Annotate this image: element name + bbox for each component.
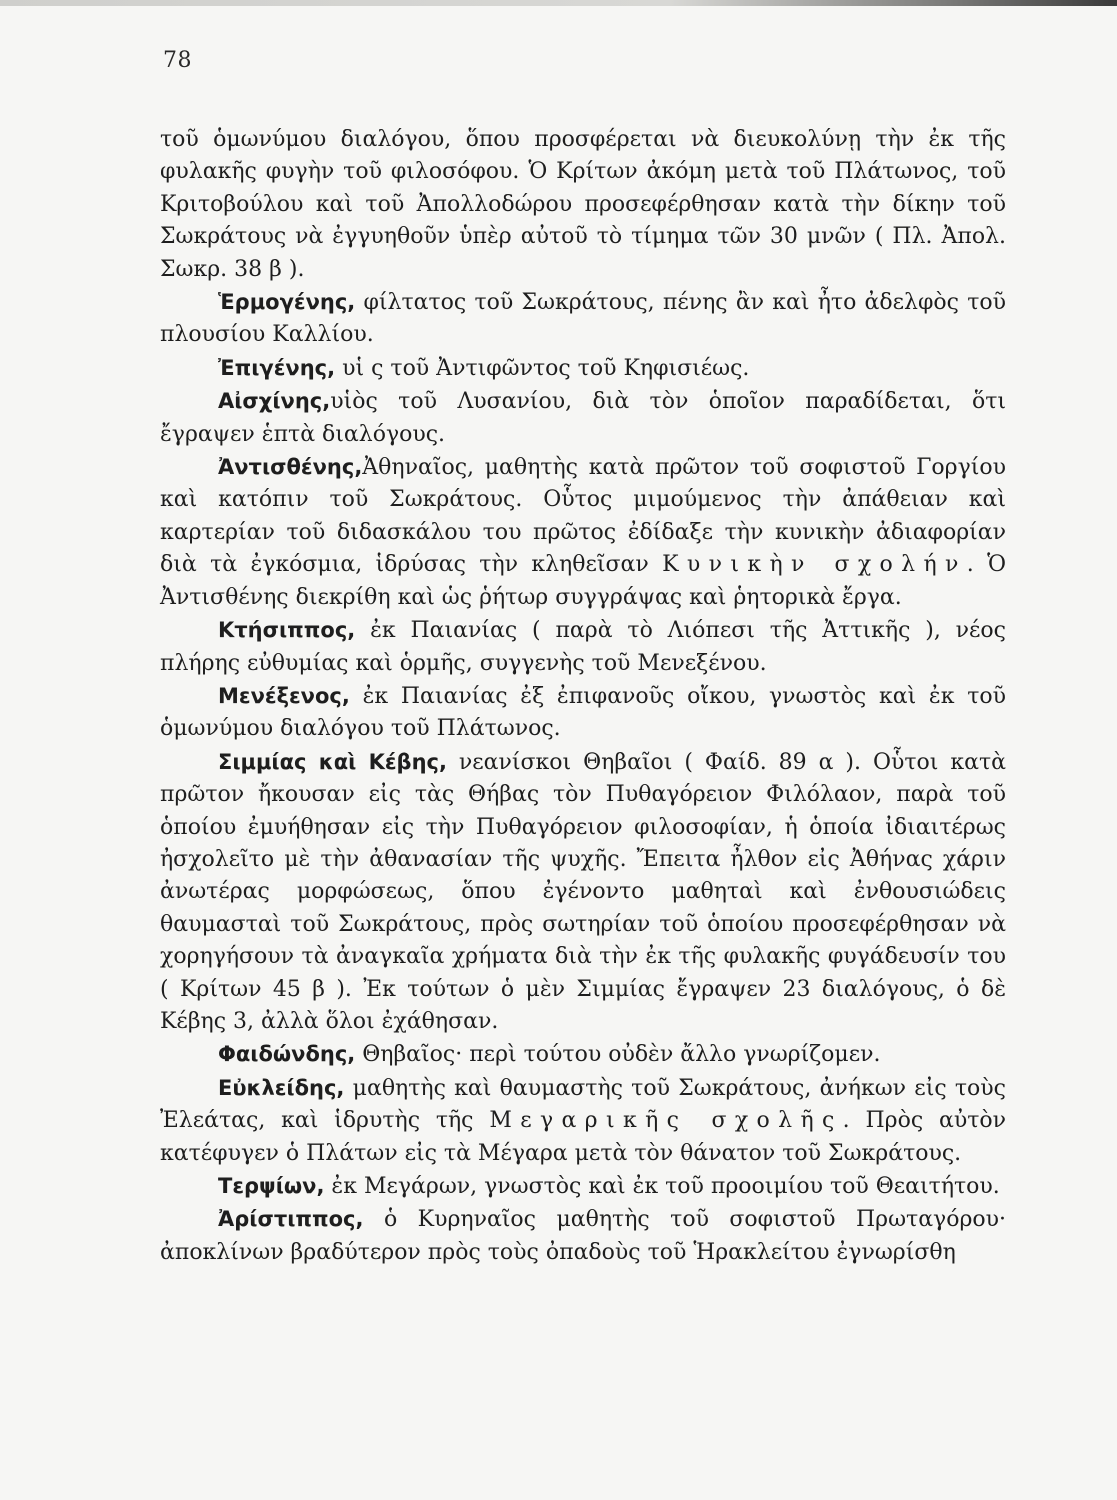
- page-number: 78: [163, 48, 192, 73]
- entry-text: Θηβαῖος· περὶ τούτου οὐδὲν ἄλλο γνωρίζομεν.: [355, 1042, 881, 1068]
- entry-name: Ἑρμογένης,: [218, 290, 356, 315]
- entry-name: Ἀρίστιππος,: [218, 1207, 364, 1232]
- entry-text-after: . Ὁ Ἀντισθένης διεκρίθη καὶ ὡς ῥήτωρ συγγράψας καὶ ῥητορικὰ ἔργα.: [160, 552, 1006, 610]
- entry-name: Τερψίων,: [218, 1174, 325, 1198]
- entry-antisthenes: [160, 451, 1006, 614]
- entry-phaedondes: [160, 1038, 1006, 1071]
- entry-name: Ἐπιγένης,: [218, 355, 336, 380]
- entry-text: Ἀθηναῖος, μαθητὴς κατὰ πρῶτον τοῦ σοφιστοῦ Γοργίου καὶ κατόπιν τοῦ Σωκράτους. Οὗτος μιμούμενος τὴν ἀπάθειαν καὶ καρτερίαν τοῦ διδασκάλου του πρῶτος ἐδίδαξε τὴν κυνικὴν ἀδιαφορίαν διὰ τὰ ἐγκόσμια, ἱδρύσας τὴν κληθεῖσαν: [160, 455, 1006, 578]
- entry-menexenus: [160, 680, 1006, 746]
- entry-text-after: . Πρὸς αὐτὸν κατέφυγεν ὁ Πλάτων εἰς τὰ Μέγαρα μετὰ τὸν θάνατον τοῦ Σωκράτους.: [160, 1108, 1006, 1166]
- entry-text: φίλτατος τοῦ Σωκράτους, πένης ἂν καὶ ἦτο ἀδελφὸς τοῦ πλουσίου Καλλίου.: [160, 290, 1006, 348]
- entry-aristippus: [160, 1203, 1006, 1269]
- entry-simmias-cebes: [160, 746, 1006, 1039]
- entry-euclides: [160, 1072, 1006, 1170]
- entry-aeschines: [160, 385, 1006, 451]
- entry-text: ἐκ Μεγάρων, γνωστὸς καὶ ἐκ τοῦ προοιμίου τοῦ Θεαιτήτου.: [324, 1174, 1000, 1199]
- entry-name: Μενέξενος,: [218, 683, 350, 708]
- entry-epigenes: [160, 352, 1006, 385]
- entry-name: Σιμμίας καὶ Κέβης,: [218, 749, 447, 774]
- entry-name: Εὐκλείδης,: [218, 1075, 345, 1100]
- entry-name: Κτήσιππος,: [218, 618, 356, 643]
- entry-name: Αἰσχίνης,: [218, 389, 331, 414]
- entry-spaced-term: Κυνικὴν σχολήν: [662, 552, 967, 578]
- entry-terpsion: [160, 1170, 1006, 1203]
- body-text: [160, 124, 1006, 1269]
- entry-text: ἐκ Παιανίας ( παρὰ τὸ Λιόπεσι τῆς Ἀττικῆς ), νέος πλήρης εὐθυμίας καὶ ὁρμῆς, συγγενὴς τοῦ Μενεξένου.: [160, 618, 1006, 676]
- entry-text: ὁ Κυρηναῖος μαθητὴς τοῦ σοφιστοῦ Πρωταγόρου· ἀποκλίνων βραδύτερον πρὸς τοὺς ὀπαδοὺς τοῦ Ἡρακλείτου ἐγνωρίσθη: [160, 1207, 1006, 1265]
- entry-hermogenes: [160, 286, 1006, 352]
- entry-text: νεανίσκοι Θηβαῖοι ( Φαίδ. 89 α ). Οὗτοι κατὰ πρῶτον ἤκουσαν εἰς τὰς Θήβας τὸν Πυθαγόρειον Φιλόλαον, παρὰ τοῦ ὁποίου ἐμυήθησαν εἰς τὴν Πυθαγόρειον φιλοσοφίαν, ἡ ὁποία ἰδιαιτέρως ἠσχολεῖτο μὲ τὴν ἀθανασίαν τῆς ψυχῆς. Ἔπειτα ἦλθον εἰς Ἀθήνας χάριν ἀνωτέρας μορφώσεως, ὅπου ἐγένοντο μαθηταὶ καὶ ἐνθουσιώδεις θαυμασταὶ τοῦ Σωκράτους, πρὸς σωτηρίαν τοῦ ὁποίου προσεφέρθησαν νὰ χορηγήσουν τὰ ἀναγκαῖα χρήματα διὰ τὴν ἐκ τῆς φυλακῆς φυγάδευσίν του ( Κρίτων 45 β ). Ἐκ τούτων ὁ μὲν Σιμμίας ἔγραψεν 23 διαλόγους, ὁ δὲ Κέβης 3, ἀλλὰ ὅλοι ἐχάθησαν.: [160, 749, 1006, 1034]
- entry-text: ἐκ Παιανίας ἐξ ἐπιφανοῦς οἴκου, γνωστὸς καὶ ἐκ τοῦ ὁμωνύμου διαλόγου τοῦ Πλάτωνος.: [160, 683, 1006, 742]
- entry-text: μαθητὴς καὶ θαυμαστὴς τοῦ Σωκράτους, ἀνήκων εἰς τοὺς Ἐλεάτας, καὶ ἱδρυτὴς τῆς: [160, 1075, 1006, 1134]
- entry-ctesippus: [160, 614, 1006, 680]
- entry-text: υἱ ς τοῦ Ἀντιφῶντος τοῦ Κηφισιέως.: [335, 355, 750, 381]
- entry-spaced-term: Μεγαρικῆς σχολῆς: [489, 1108, 843, 1134]
- entry-name: Φαιδώνδης,: [218, 1042, 356, 1067]
- entry-name: Ἀντισθένης,: [218, 455, 363, 480]
- intro-paragraph: τοῦ ὁμωνύμου διαλόγου, ὅπου προσφέρεται νὰ διευκολύνῃ τὴν ἐκ τῆς φυλακῆς φυγὴν τοῦ φιλοσόφου. Ὁ Κρίτων ἀκόμη μετὰ τοῦ Πλάτωνος, τοῦ Κριτοβούλου καὶ τοῦ Ἀπολλοδώρου προσεφέρθησαν κατὰ τὴν δίκην τοῦ Σωκράτους νὰ ἐγγυηθοῦν ὑπὲρ αὐτοῦ τὸ τίμημα τῶν 30 μνῶν ( Πλ. Ἀπολ. Σωκρ. 38 β ).: [160, 127, 1006, 282]
- entry-text: υἱὸς τοῦ Λυσανίου, διὰ τὸν ὁποῖον παραδίδεται, ὅτι ἔγραψεν ἑπτὰ διαλόγους.: [160, 389, 1006, 447]
- scan-top-edge: [0, 0, 1117, 6]
